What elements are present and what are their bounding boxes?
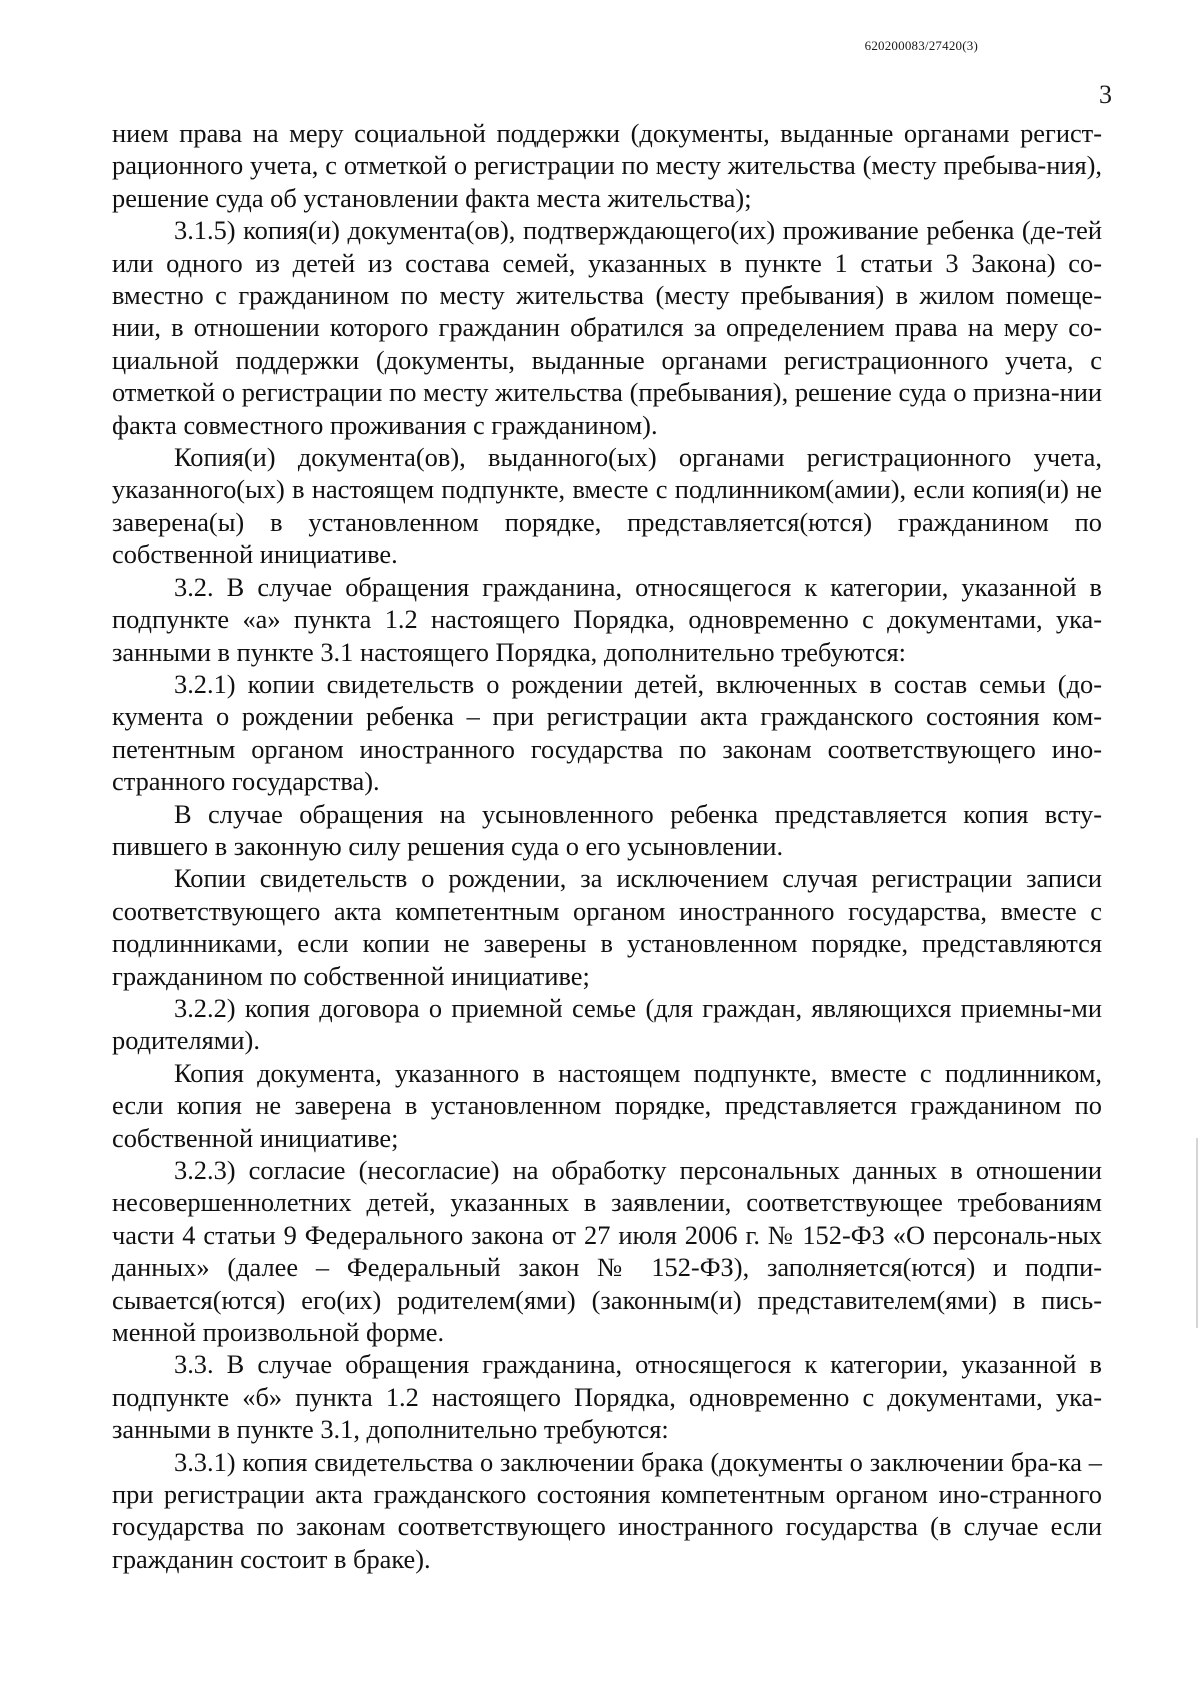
paragraph-birth-certificates: Копии свидетельств о рождении, за исключением случая регистрации записи соответствующего акта компетентным органом иностранного государства, вместе с подлинниками, если копии не заверены в установленном порядке, представляются гражданином по собственной инициативе; xyxy=(112,863,1102,991)
paragraph-3-2-2: 3.2.2) копия договора о приемной семье (для граждан, являющихся приемны-ми родителями). xyxy=(112,992,1102,1056)
paragraph-continuation: нием права на меру социальной поддержки (документы, выданные органами регист-рационного учета, с отметкой о регистрации по месту жительства (месту пребыва-ния), решение суда об установлении факта места жительства); xyxy=(112,118,1102,213)
document-code: 620200083/27420(3) xyxy=(864,38,978,53)
paragraph-contract-copy: Копия документа, указанного в настоящем подпункте, вместе с подлинником, если копия не заверена в установленном порядке, представляется гражданином по собственной инициативе; xyxy=(112,1057,1102,1153)
paragraph-3-1-5: 3.1.5) копия(и) документа(ов), подтверждающего(их) проживание ребенка (де-тей или одного из детей из состава семей, указанных в пункте 1 статьи 3 Закона) со-вместно с гражданином по месту жительства (месту пребывания) в жилом помеще-нии, в отношении которого гражданин обратился за определением права на меру со-циальной поддержки (документы, выданные органами регистрационного учета, с отметкой о регистрации по месту жительства (пребывания), решение суда о призна-нии факта совместного проживания с гражданином). xyxy=(112,215,1102,440)
paragraph-registration-copy: Копия(и) документа(ов), выданного(ых) органами регистрационного учета, указанного(ых) в настоящем подпункте, вместе с подлинником(амии), если копия(и) не заверена(ы) в установленном порядке, представляется(ются) гражданином по собственной инициативе. xyxy=(112,442,1102,570)
paragraph-adoption: В случае обращения на усыновленного ребенка представляется копия всту-пившего в законную силу решения суда о его усыновлении. xyxy=(112,798,1102,861)
paragraph-3-3: 3.3. В случае обращения гражданина, относящегося к категории, указанной в подпункте «б» пункта 1.2 настоящего Порядка, одновременно с документами, ука-занными в пункте 3.1, дополнительно требуются: xyxy=(112,1349,1102,1445)
page-number: 3 xyxy=(1099,80,1112,109)
scan-margin-mark xyxy=(1196,1138,1198,1328)
paragraph-3-2: 3.2. В случае обращения гражданина, относящегося к категории, указанной в подпункте «а» пункта 1.2 настоящего Порядка, одновременно с документами, ука-занными в пункте 3.1 настоящего Порядка, дополнительно требуются: xyxy=(112,571,1102,667)
document-body xyxy=(112,117,1102,1575)
paragraph-3-2-1: 3.2.1) копии свидетельств о рождении детей, включенных в состав семьи (до-кумента о рождении ребенка – при регистрации акта гражданского состояния ком-петентным органом иностранного государства по законам соответствующего ино-странного государства). xyxy=(112,668,1102,797)
paragraph-3-2-3: 3.2.3) согласие (несогласие) на обработку персональных данных в отношении несовершеннолетних детей, указанных в заявлении, соответствующее требованиям части 4 статьи 9 Федерального закона от 27 июля 2006 г. № 152-ФЗ «О персональ-ных данных» (далее – Федеральный закон № 152-ФЗ), заполняется(ются) и подпи-сывается(ются) его(их) родителем(ями) (законным(и) представителем(ями) в пись-менной произвольной форме. xyxy=(112,1155,1102,1348)
paragraph-3-3-1: 3.3.1) копия свидетельства о заключении брака (документы о заключении бра-ка – при регистрации акта гражданского состояния компетентным органом ино-странного государства по законам соответствующего иностранного государства (в случае если гражданин состоит в браке). xyxy=(112,1446,1102,1574)
